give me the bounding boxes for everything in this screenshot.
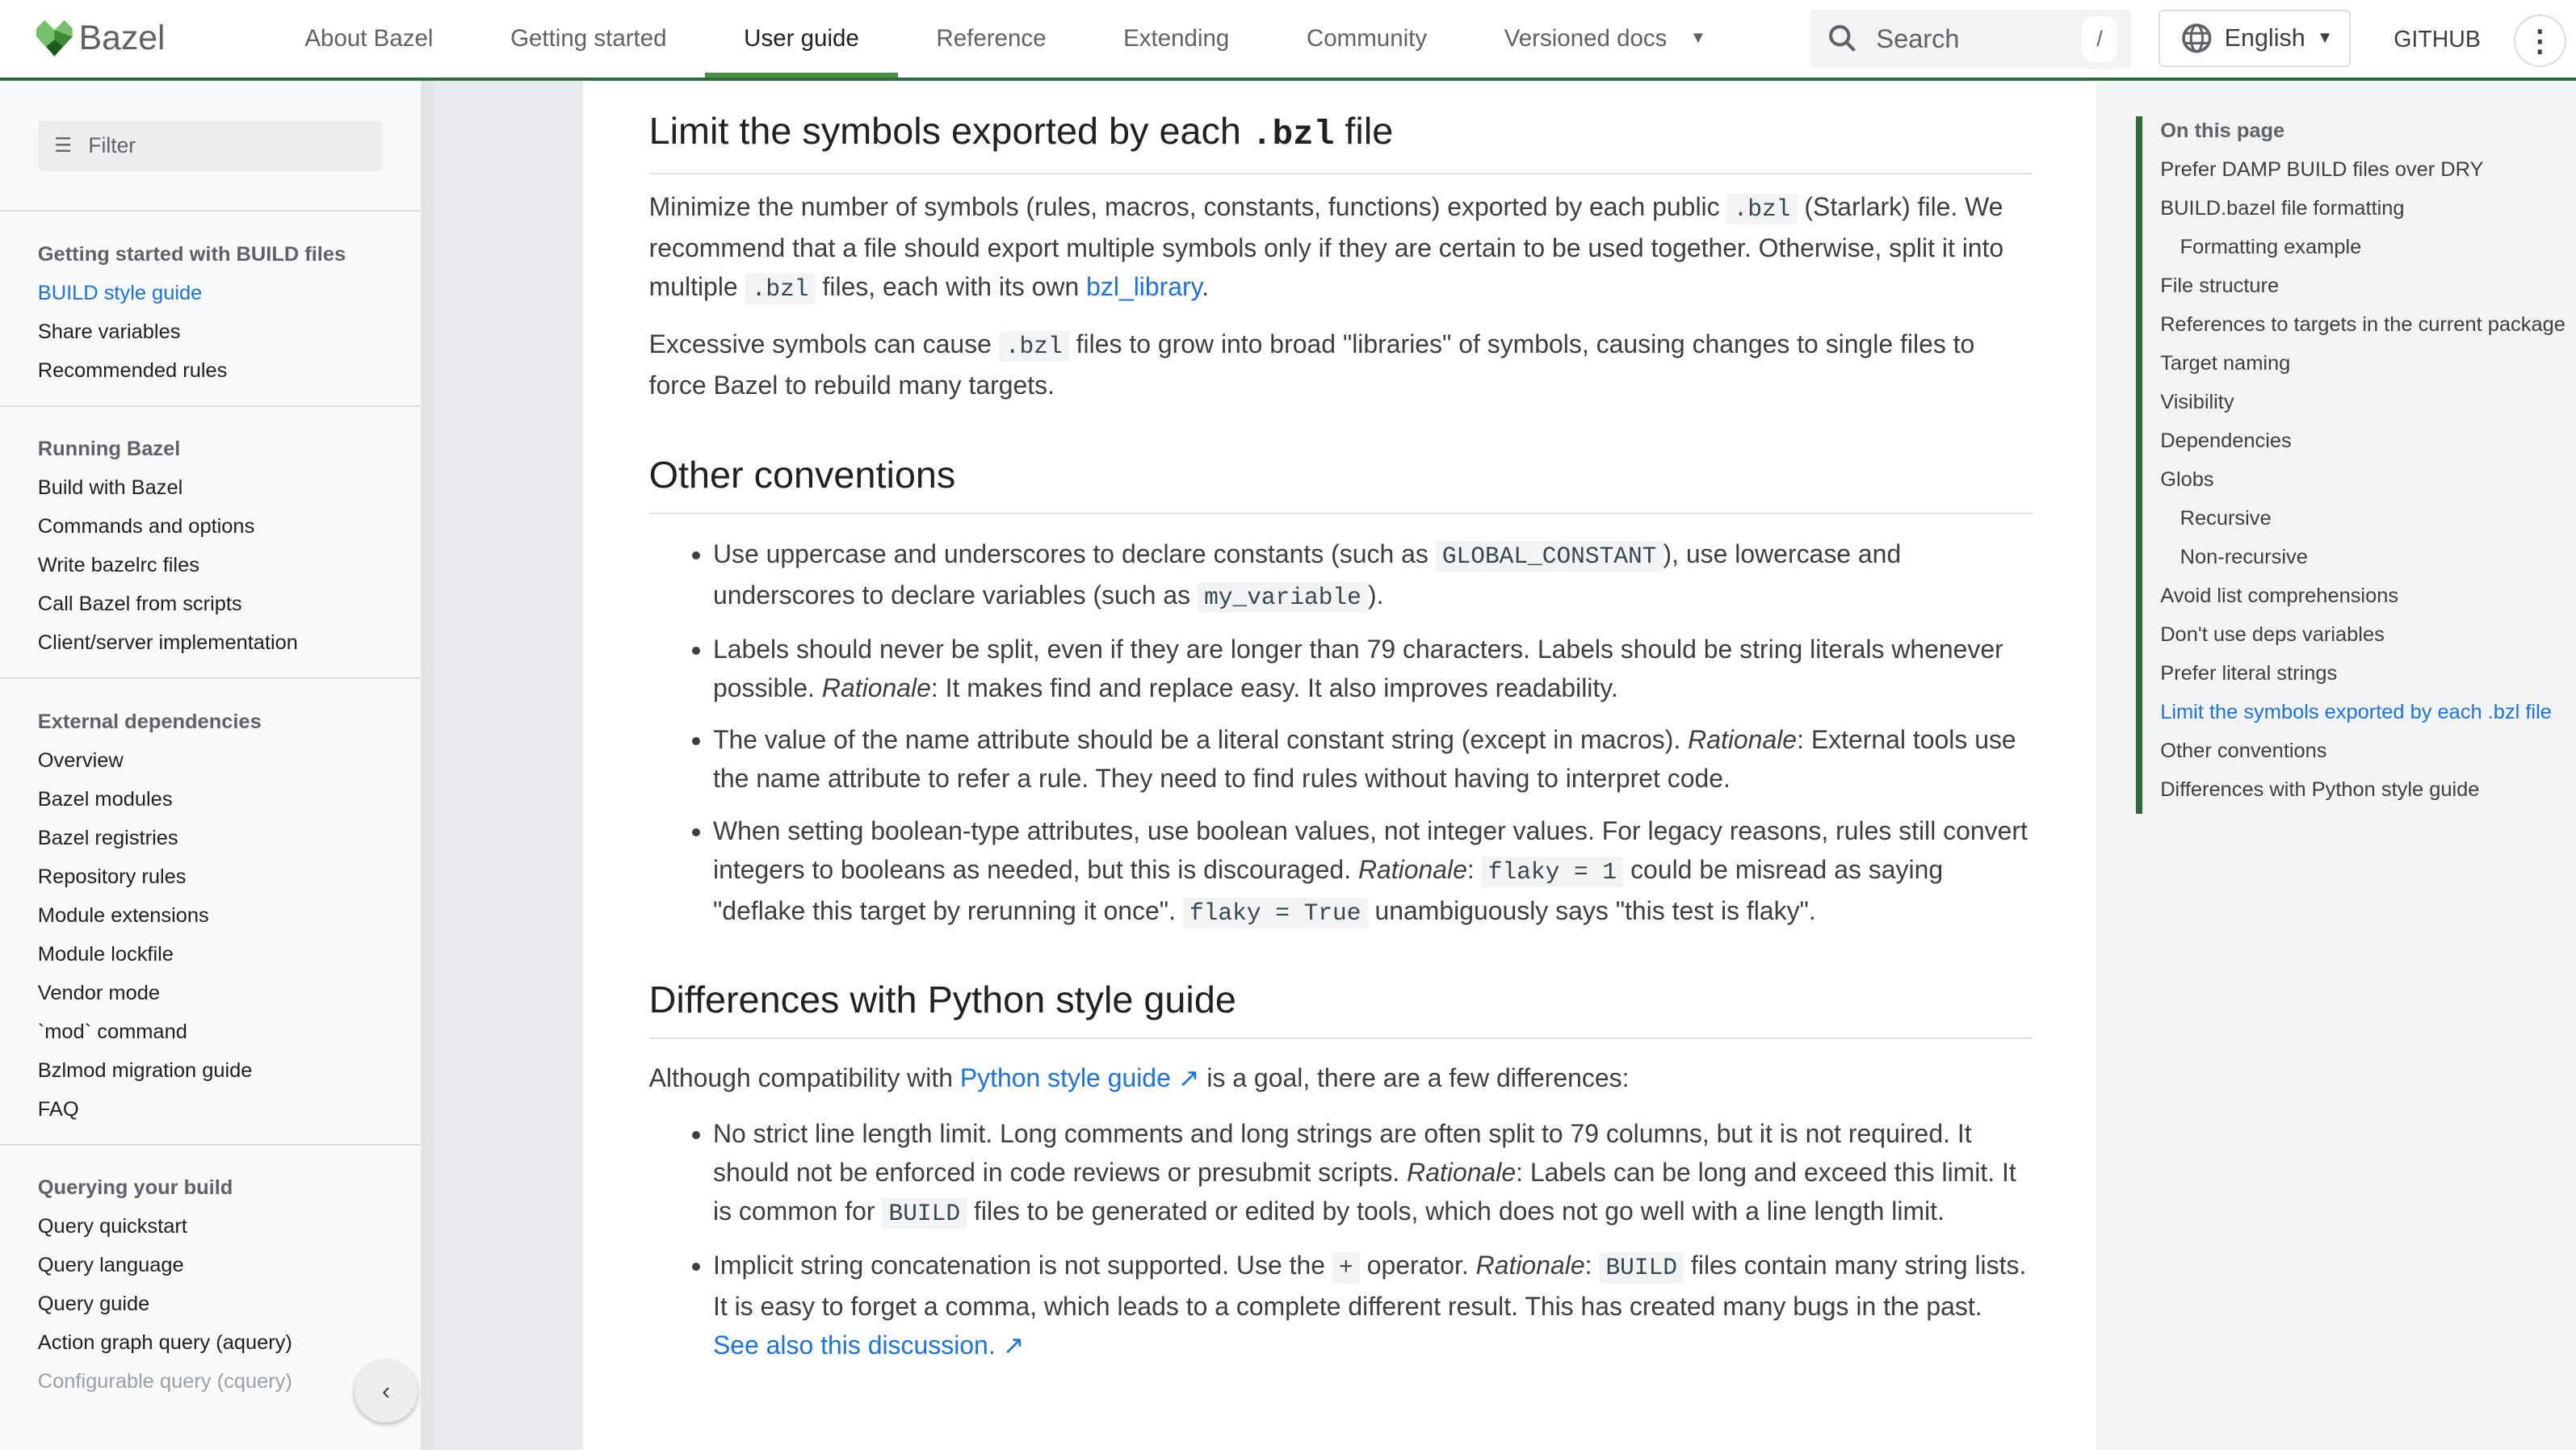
sidebar-item[interactable]: Configurable query (cquery) — [37, 1370, 292, 1393]
sidebar-item[interactable]: Commands and options — [37, 515, 255, 539]
chevron-down-icon: ▼ — [2316, 29, 2334, 48]
brand-name: Bazel — [78, 19, 166, 58]
toc-item[interactable]: Avoid list comprehensions — [2160, 585, 2399, 608]
external-link-icon: ↗ — [1177, 1063, 1200, 1093]
github-link[interactable]: GITHUB — [2393, 26, 2481, 52]
toc-item[interactable]: Prefer literal strings — [2160, 662, 2338, 685]
toc-item[interactable]: Don't use deps variables — [2160, 623, 2385, 647]
heading-limit-symbols: Limit the symbols exported by each .bzl file — [649, 107, 2033, 174]
sidebar-group — [0, 405, 421, 677]
differences-list — [649, 1114, 2033, 1364]
nav-tab-about-bazel[interactable]: About Bazel — [304, 24, 434, 52]
toc-item[interactable]: Dependencies — [2160, 430, 2292, 453]
globe-icon — [2180, 22, 2213, 55]
toc-item[interactable]: Target naming — [2160, 352, 2291, 375]
sidebar-group — [0, 210, 421, 405]
chevron-down-icon: ▼ — [1689, 29, 1707, 48]
toc-title: On this page — [2160, 119, 2285, 143]
list-item: • The value of the name attribute should be a literal constant string (except in macros). Rationale: External tools use the name attribute to refer a rule. They need to find rules without having to interpret code. — [713, 720, 2033, 798]
more-options-icon[interactable]: ⋮ — [2514, 15, 2566, 67]
article-content — [649, 81, 2033, 1378]
sidebar-item[interactable]: Bazel registries — [37, 826, 178, 849]
sidebar-item[interactable]: Module extensions — [37, 903, 209, 927]
toc-item[interactable]: Formatting example — [2180, 236, 2362, 259]
nav-tab-user-guide[interactable]: User guide — [705, 0, 897, 78]
search-icon — [1827, 23, 1860, 56]
sidebar-group-title: Running Bazel — [37, 438, 181, 461]
list-item: • No strict line length limit. Long comments and long strings are often split to 79 columns, but it is not required. It should not be enforced in code reviews or presubmit scripts. Rationale: Labels can be long and exceed this limit. It is common for BUILD files to be generated or edited by tools, which does not go well with a line length limit. — [713, 1114, 2033, 1233]
sidebar-item[interactable]: Repository rules — [37, 865, 187, 888]
sidebar-item[interactable]: Build with Bazel — [37, 476, 183, 500]
sidebar-group-title: Getting started with BUILD files — [37, 242, 346, 266]
toc-item[interactable]: References to targets in the current package — [2160, 313, 2566, 337]
sidebar-item[interactable]: `mod` command — [37, 1020, 187, 1043]
nav-tab-versioned-docs[interactable] — [1466, 0, 1745, 78]
discussion-link[interactable]: See also this discussion. — [712, 1331, 996, 1360]
sidebar-item[interactable]: Query quickstart — [37, 1215, 187, 1238]
filter-placeholder: Filter — [88, 132, 136, 157]
toc-item[interactable]: Prefer DAMP BUILD files over DRY — [2160, 158, 2484, 182]
sidebar-item[interactable]: Bzlmod migration guide — [37, 1058, 253, 1082]
sidebar-item[interactable]: FAQ — [37, 1097, 79, 1121]
conventions-list — [649, 534, 2033, 932]
toc-item[interactable]: File structure — [2160, 274, 2280, 298]
toc-item[interactable]: Other conventions — [2160, 740, 2327, 763]
paragraph: Excessive symbols can cause .bzl files to grow into broad "libraries" of symbols, causing changes to single files to force Bazel to rebuild many targets. — [648, 329, 1975, 400]
sidebar-group-title: External dependencies — [37, 710, 262, 733]
top-header — [0, 0, 2576, 81]
chevron-left-icon: ‹ — [382, 1377, 391, 1405]
nav-label: Versioned docs — [1504, 24, 1668, 52]
external-link-icon: ↗ — [1002, 1331, 1025, 1360]
sidebar-scrollbar[interactable] — [421, 81, 434, 1450]
paragraph: Minimize the number of symbols (rules, macros, constants, functions) exported by each public .bzl (Starlark) file. We recommend that a file should export multiple symbols only if they are certain to be used together. Otherwise, split it into multiple .bzl files, each with its own bzl_library. — [649, 187, 2033, 308]
toc-item[interactable]: Visibility — [2160, 391, 2234, 414]
language-label: English — [2224, 24, 2305, 52]
list-item: • Implicit string concatenation is not supported. Use the + operator. Rationale: BUILD files contain many string lists. It is easy to forget a comma, which leads to a complete different result. This has created many bugs in the past. See also this discussion. ↗ — [713, 1246, 2033, 1364]
search-input[interactable] — [1810, 10, 2131, 69]
sidebar-item[interactable]: BUILD style guide — [37, 281, 203, 304]
toc-item[interactable]: BUILD.bazel file formatting — [2160, 197, 2405, 220]
toc-item[interactable]: Non-recursive — [2180, 546, 2308, 569]
sidebar-item[interactable]: Query language — [37, 1254, 184, 1277]
sidebar-item[interactable]: Client/server implementation — [37, 631, 298, 655]
heading-other-conventions: Other conventions — [649, 451, 2033, 514]
toc-item[interactable]: Differences with Python style guide — [2160, 778, 2480, 802]
bazel-leaf-icon — [36, 20, 73, 57]
left-sidebar — [0, 81, 421, 1450]
python-style-guide-link[interactable]: Python style guide — [959, 1063, 1171, 1093]
list-item: • Use uppercase and underscores to declare constants (such as GLOBAL_CONSTANT ), use lowercase and underscores to declare variables (such as my_variable ). — [713, 534, 2033, 617]
main-nav — [266, 0, 1745, 78]
collapse-sidebar-button[interactable] — [355, 1360, 417, 1423]
sidebar-item[interactable]: Query guide — [37, 1293, 150, 1316]
list-item: • When setting boolean-type attributes, use boolean values, not integer values. For legacy reasons, rules still convert integers to booleans as needed, but this is discouraged. Rationale: flaky = 1 could be misread as saying "deflake this target by rerunning it once". flaky = True unambiguously says "this test is flaky". — [713, 811, 2033, 932]
filter-input[interactable] — [38, 120, 383, 171]
sidebar-item[interactable]: Share variables — [37, 320, 181, 343]
sidebar-group — [0, 677, 421, 1143]
toc-item[interactable]: Recursive — [2180, 507, 2272, 530]
sidebar-item[interactable]: Write bazelrc files — [37, 554, 199, 577]
nav-tab-getting-started[interactable]: Getting started — [510, 24, 667, 52]
bazel-logo[interactable] — [36, 19, 266, 58]
sidebar-item[interactable]: Module lockfile — [37, 942, 174, 966]
search-shortcut-badge: / — [2082, 16, 2118, 62]
filter-icon: ☰ — [54, 135, 73, 157]
list-item: • Labels should never be split, even if they are longer than 79 characters. Labels should be string literals whenever possible. Rationale: It makes find and replace easy. It also improves readability. — [713, 630, 2033, 707]
heading-python-differences: Differences with Python style guide — [649, 975, 2033, 1039]
paragraph: Although compatibility with Python style guide ↗ is a goal, there are a few differences: — [648, 1063, 1630, 1093]
sidebar-item[interactable]: Overview — [37, 748, 124, 772]
toc-item[interactable]: Globs — [2160, 468, 2214, 492]
sidebar-item[interactable]: Vendor mode — [37, 981, 161, 1004]
sidebar-item[interactable]: Call Bazel from scripts — [37, 593, 242, 616]
sidebar-item[interactable]: Bazel modules — [37, 787, 173, 811]
sidebar-group — [0, 1144, 421, 1416]
sidebar-group-title: Querying your build — [37, 1176, 233, 1200]
language-select[interactable] — [2159, 10, 2351, 67]
bzl-library-link[interactable]: bzl_library — [1086, 271, 1202, 301]
sidebar-item[interactable]: Action graph query (aquery) — [37, 1331, 292, 1355]
search-placeholder: Search — [1876, 24, 1960, 54]
nav-tab-community[interactable]: Community — [1306, 24, 1428, 52]
toc-item[interactable]: Limit the symbols exported by each .bzl file — [2160, 701, 2552, 724]
nav-tab-reference[interactable]: Reference — [936, 24, 1047, 52]
nav-tab-extending[interactable]: Extending — [1123, 24, 1230, 52]
table-of-contents — [2096, 81, 2576, 1450]
sidebar-item[interactable]: Recommended rules — [37, 358, 228, 382]
